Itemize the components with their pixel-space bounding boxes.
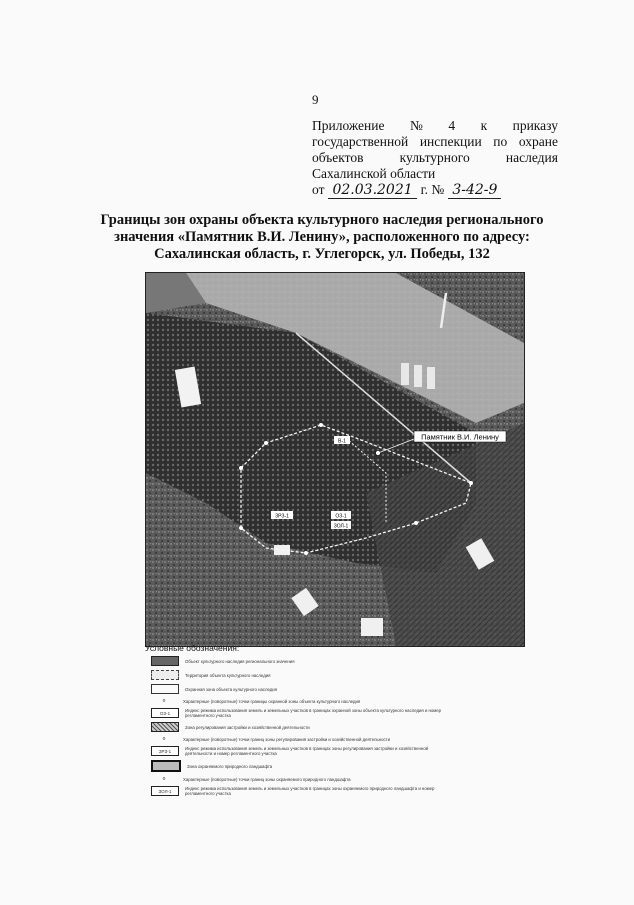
legend-text: Характерные (поворотные) точки границ зоны регулирования застройки и хозяйственной деятельности: [183, 736, 391, 742]
appendix-word: к: [480, 118, 488, 133]
appendix-word: №: [409, 118, 423, 133]
legend-symbol: ОЗ-1: [151, 708, 179, 718]
appendix-word: по: [493, 134, 508, 149]
monument-callout: Памятник В.И. Ленину: [421, 432, 499, 442]
legend-symbol: ЗОЛ-1: [151, 786, 179, 796]
zone-label: ЗОЛ-1: [333, 523, 349, 530]
handwritten-date: 02.03.2021: [328, 182, 416, 199]
number-prefix: г. №: [420, 182, 445, 197]
legend-text: Индекс режима использования земель и земельных участков в границах зоны охраняемого природного ландшафта и номер регламентного участка: [185, 786, 435, 796]
legend-symbol: [151, 760, 181, 772]
legend-title: Условные обозначения:: [145, 643, 240, 653]
building: [414, 365, 422, 387]
legend-symbol: [151, 684, 179, 694]
boundary-point: [304, 551, 308, 555]
map-svg: [146, 273, 524, 646]
appendix-header: [312, 118, 558, 199]
legend-text: Индекс режима использования земель и земельных участков в границах зоны регулирования застройки и хозяйственной деятельности и номер регламентного участка: [185, 746, 429, 756]
building: [427, 367, 435, 389]
legend-symbol: [151, 722, 179, 732]
legend-item: [151, 722, 451, 732]
boundary-point: [414, 521, 418, 525]
legend-symbol: o: [162, 775, 166, 782]
appendix-word: Приложение: [312, 118, 385, 133]
appendix-word: охране: [518, 134, 558, 149]
legend-item: [151, 736, 451, 742]
handwritten-number: 3-42-9: [448, 182, 501, 199]
appendix-word: объектов: [312, 150, 364, 165]
legend-text: Характерные (поворотные) точки границы охранной зоны объекта культурного наследия: [183, 698, 361, 704]
appendix-line-1: [312, 118, 558, 134]
legend-item: [151, 746, 451, 756]
legend: [151, 656, 451, 800]
legend-item: [151, 684, 451, 694]
boundary-point: [469, 481, 473, 485]
zone-label: В-1: [338, 438, 346, 445]
building: [401, 363, 409, 385]
aerial-map: [145, 272, 525, 647]
appendix-word: наследия: [505, 150, 558, 165]
appendix-word: государственной: [312, 134, 409, 149]
appendix-line-4: Сахалинской области: [312, 166, 436, 181]
legend-text: Объект культурного наследия регионального значения: [185, 658, 295, 664]
legend-item: [151, 670, 451, 680]
legend-text: Охранная зона объекта культурного наследия: [185, 686, 278, 692]
legend-symbol: ЗРЗ-1: [151, 746, 179, 756]
boundary-point: [239, 526, 243, 530]
legend-item: [151, 656, 451, 666]
appendix-line-2: [312, 134, 558, 150]
document-title: Границы зон охраны объекта культурного наследия регионального значения «Памятник В.И. Ленину», расположенного по адресу: Сахалинская область, г. Углегорск, ул. Победы, 132: [100, 212, 544, 262]
page-number: 9: [312, 92, 319, 107]
date-prefix: от: [312, 182, 325, 197]
legend-item: [151, 786, 451, 796]
boundary-point: [319, 423, 323, 427]
zone-label: ОЗ-1: [335, 513, 347, 520]
legend-text: Зона регулирования застройки и хозяйственной деятельности: [185, 724, 310, 730]
legend-symbol: [151, 670, 179, 680]
boundary-point: [264, 441, 268, 445]
legend-text: Зона охраняемого природного ландшафта: [187, 763, 273, 769]
appendix-line-3: [312, 150, 558, 166]
legend-symbol: o: [162, 697, 166, 704]
boundary-point: [239, 466, 243, 470]
legend-item: [151, 776, 451, 782]
legend-item: [151, 760, 451, 772]
legend-symbol: [151, 656, 179, 666]
legend-text: Индекс режима использования земель и земельных участков в границах охранной зоны объекта культурного наследия и номер регламентного участка: [185, 708, 442, 718]
appendix-word: приказу: [512, 118, 558, 133]
legend-item: [151, 698, 451, 704]
building: [361, 618, 383, 636]
appendix-date-line: [312, 182, 558, 199]
legend-text: Характерные (поворотные) точки границ зоны охраняемого природного ландшафта: [183, 776, 351, 782]
appendix-word: 4: [448, 118, 456, 133]
appendix-word: инспекции: [419, 134, 482, 149]
appendix-word: культурного: [399, 150, 470, 165]
legend-item: [151, 708, 451, 718]
zone-label: ЗРЗ-1: [275, 513, 289, 520]
legend-text: Территория объекта культурного наследия: [185, 672, 271, 678]
legend-symbol: o: [162, 735, 166, 742]
